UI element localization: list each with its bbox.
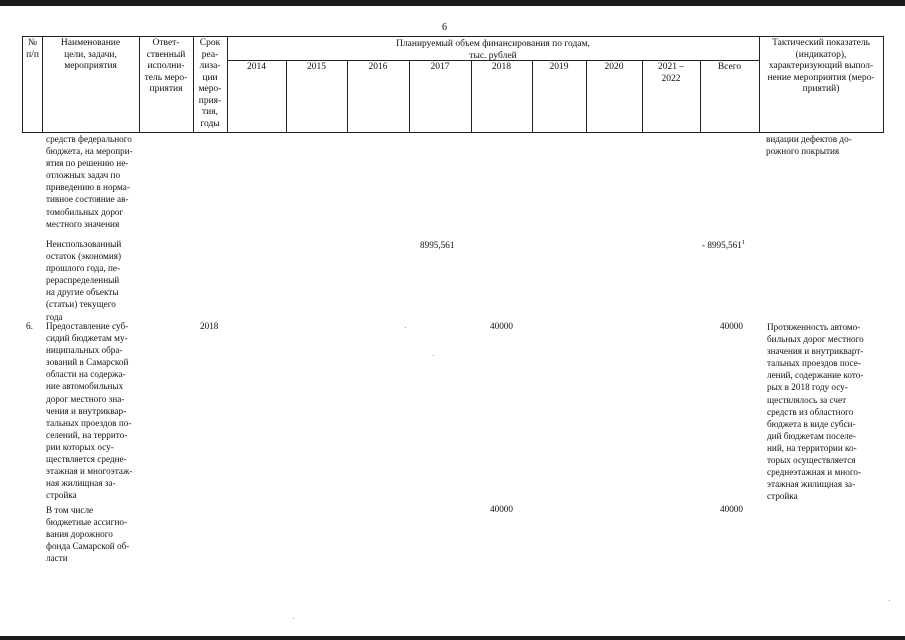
row3-value-2018: 40000 (490, 321, 513, 331)
scan-speck (889, 600, 890, 601)
header-term: Срок реа- лиза- ции меро- прия- тия, годы (198, 38, 222, 129)
header-indicator: Тактический показатель (индикатор), характеризующий выпол- нение мероприятия (меро- приятий) (767, 38, 875, 94)
row4-total: 40000 (720, 504, 743, 514)
year-2017: 2017 (430, 62, 450, 72)
year-2014: 2014 (247, 62, 266, 72)
year-2021-2022: 2021 – 2022 (657, 62, 685, 84)
row1-name: средств федерального бюджета, на меропри- ятия по решению не- отложных задач по приведению в норма- тивное состояние ав- томобильных дорог местного значения (46, 134, 133, 229)
year-2020: 2020 (604, 62, 624, 72)
row3-total: 40000 (720, 321, 743, 331)
year-2018: 2018 (492, 62, 511, 72)
row2-name: Неиспользованный остаток (экономия) прошлого года, пе- рераспределенный на другие объекты (статьи) текущего года (46, 239, 122, 322)
header-num: № п/п (26, 38, 39, 60)
row3-num: 6. (26, 321, 33, 331)
row3-term: 2018 (200, 321, 219, 331)
header-responsible: Ответ- ственный исполни- тель меро- приятия (144, 38, 188, 94)
row3-indicator: Протяженность автомо- бильных дорог местного значения и внутрикварт- тальных проездов посе- лений, содержание кото- рых в 2018 году осу- ществлялось за счет средств из областного бюджета в виде субси- дий бюджетам поселе- ний, на территории ко- торых осуществляется среднеэтажная и много- этажная жилищная за- стройка (767, 322, 864, 502)
scan-speck (293, 618, 294, 619)
row2-value-2017: 8995,561 (420, 240, 455, 250)
row3-name: Предоставление суб- сидий бюджетам му- ниципальных обра- зований в Самарской области на содержа- ние автомобильных дорог местного зна- чения и внутриквар- тальных проездов по- селений, на террито- рии которых осу- ществляется средне- этажная и многоэтаж- ная жилищная за- стройка (46, 321, 133, 501)
row4-name: В том числе бюджетные ассигно- вания дорожного фонда Самарской об- ласти (46, 505, 130, 564)
page-number: 6 (442, 22, 447, 33)
top-border (0, 0, 905, 6)
row4-value-2018: 40000 (490, 504, 513, 514)
year-2016: 2016 (368, 62, 388, 72)
year-total: Всего (717, 62, 742, 72)
year-2019: 2019 (549, 62, 569, 72)
scan-speck (433, 355, 434, 356)
row1-indicator: видации дефектов до- рожного покрытия (766, 134, 852, 157)
header-name: Наименование цели, задачи, мероприятия (60, 38, 121, 71)
header-financing: Планируемый объем финансирования по годам, тыс. рублей (396, 39, 590, 61)
scan-speck (405, 327, 406, 328)
bottom-border (0, 636, 905, 640)
row2-total: - 8995,561$^1$ (702, 239, 746, 251)
year-2015: 2015 (307, 62, 326, 72)
